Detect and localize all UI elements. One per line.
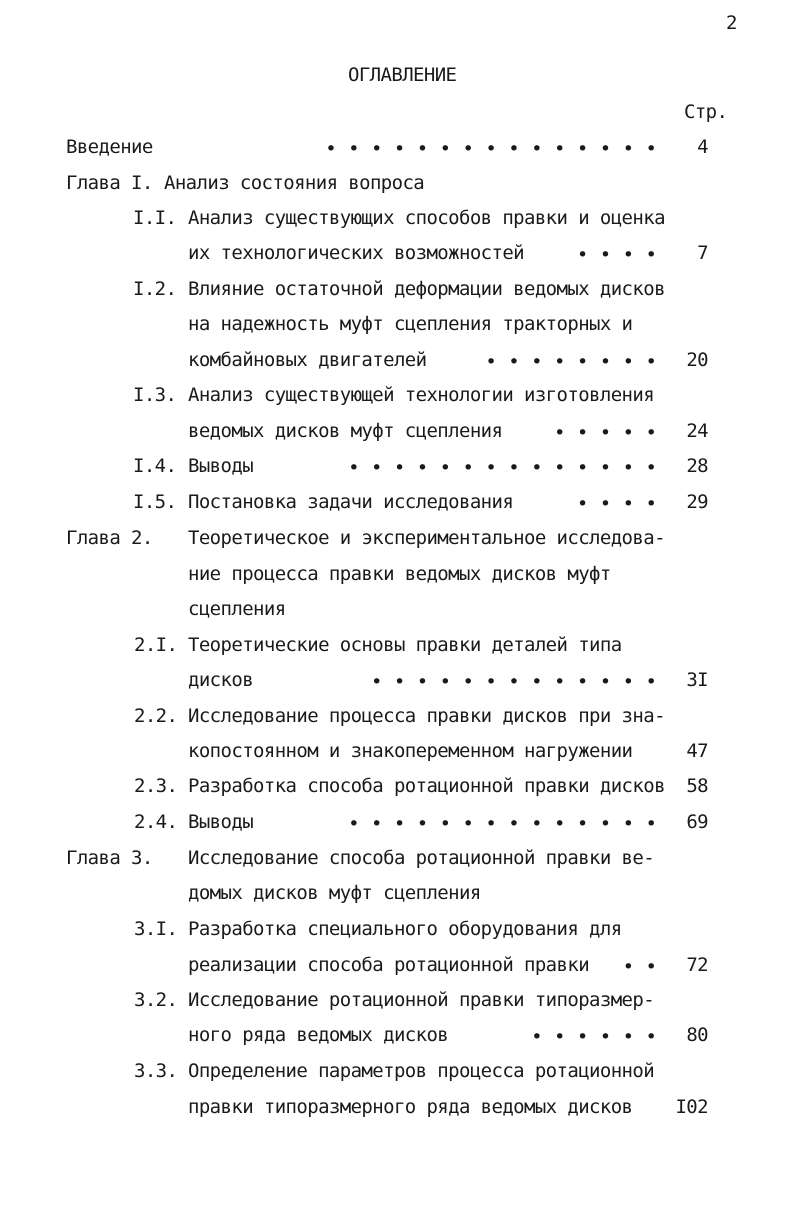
toc-text: Определение параметров процесса ротационной [188, 1060, 655, 1082]
toc-text: домых дисков муфт сцепления [188, 882, 481, 904]
toc-text: на надежность муфт сцепления тракторных и [188, 313, 633, 335]
toc-text: Анализ существующей технологии изготовления [188, 384, 655, 406]
toc-text: их технологических возможностей [188, 242, 525, 264]
toc-text: Выводы [188, 455, 254, 477]
toc-text: дисков [188, 669, 254, 691]
toc-text: комбайновых двигателей [188, 349, 427, 371]
toc-page-number: 69 [686, 811, 708, 833]
toc-page-number: 28 [686, 455, 708, 477]
toc-leader-dots: • • • • • • • • • • • • • • • [325, 138, 657, 160]
toc-number: 2.I. [134, 634, 178, 656]
toc-number: I.5. [133, 491, 177, 513]
toc-text: ведомых дисков муфт сцепления [188, 420, 503, 442]
toc-text: Теоретические основы правки деталей типа [188, 634, 622, 656]
toc-text: Постановка задачи исследования [188, 491, 514, 513]
toc-text: Исследование ротационной правки типоразмер- [188, 989, 655, 1011]
toc-leader-dots: • • • • • • • • • • • • • • [348, 457, 657, 479]
toc-page-number: 80 [686, 1024, 708, 1046]
toc-page-number: 29 [686, 491, 708, 513]
toc-number: 2.4. [134, 811, 178, 833]
toc-text: Анализ существующих способов правки и оценка [188, 207, 665, 229]
toc-number: I.4. [133, 455, 177, 477]
toc-text: реализации способа ротационной правки [188, 954, 590, 976]
toc-page-number: 47 [686, 740, 708, 762]
toc-text: Анализ состояния вопроса [164, 172, 425, 194]
toc-page-number: 58 [686, 775, 708, 797]
toc-leader-dots: • • • • [576, 493, 657, 515]
toc-text: сцепления [188, 598, 286, 620]
page-title: ОГЛАВЛЕНИЕ [348, 64, 457, 86]
toc-page-number: 20 [686, 349, 708, 371]
toc-leader-dots: • • • • • • • • • • • • • • [348, 813, 657, 835]
toc-leader-dots: • • • • • • [531, 1026, 657, 1048]
toc-number: 3.I. [134, 918, 178, 940]
toc-text: Исследование процесса правки дисков при зна- [188, 705, 665, 727]
toc-text: Влияние остаточной деформации ведомых дисков [188, 278, 665, 300]
toc-number: 2.2. [134, 705, 178, 727]
toc-text: Теоретическое и экспериментальное исследова- [188, 527, 665, 549]
toc-number: 3.3. [134, 1060, 178, 1082]
toc-page-number: 4 [697, 136, 708, 158]
toc-text: Исследование способа ротационной правки ве- [188, 847, 655, 869]
toc-leader-dots: • • • • • • • • [485, 351, 657, 373]
toc-page-number: 72 [686, 954, 708, 976]
toc-text: Выводы [188, 811, 254, 833]
toc-page-number: 7 [697, 242, 708, 264]
toc-leader-dots: • • [622, 956, 657, 978]
toc-text: ного ряда ведомых дисков [188, 1024, 449, 1046]
toc-number: I.I. [133, 207, 177, 229]
toc-number: Введение [66, 136, 153, 158]
toc-text: Разработка специального оборудования для [188, 918, 622, 940]
toc-text: ние процесса правки ведомых дисков муфт [188, 563, 611, 585]
toc-number: Глава 2. [66, 527, 153, 549]
toc-page-number: 24 [686, 420, 708, 442]
toc-text: копостоянном и знакопеременном нагружении [188, 740, 633, 762]
toc-number: 2.3. [134, 775, 178, 797]
toc-number: I.3. [133, 384, 177, 406]
toc-leader-dots: • • • • • [554, 422, 657, 444]
toc-leader-dots: • • • • • • • • • • • • • [371, 671, 657, 693]
toc-number: 3.2. [134, 989, 178, 1011]
page-number: 2 [726, 12, 737, 34]
toc-number: I.2. [133, 278, 177, 300]
toc-text: Разработка способа ротационной правки дисков [188, 775, 665, 797]
toc-page-number: I02 [675, 1096, 708, 1118]
toc-leader-dots: • • • • [576, 244, 657, 266]
toc-text: правки типоразмерного ряда ведомых дисков [188, 1096, 633, 1118]
toc-number: Глава 3. [66, 847, 153, 869]
toc-number: Глава I. [66, 172, 153, 194]
toc-page-number: 3I [686, 669, 708, 691]
page-column-label: Стр. [684, 101, 728, 123]
